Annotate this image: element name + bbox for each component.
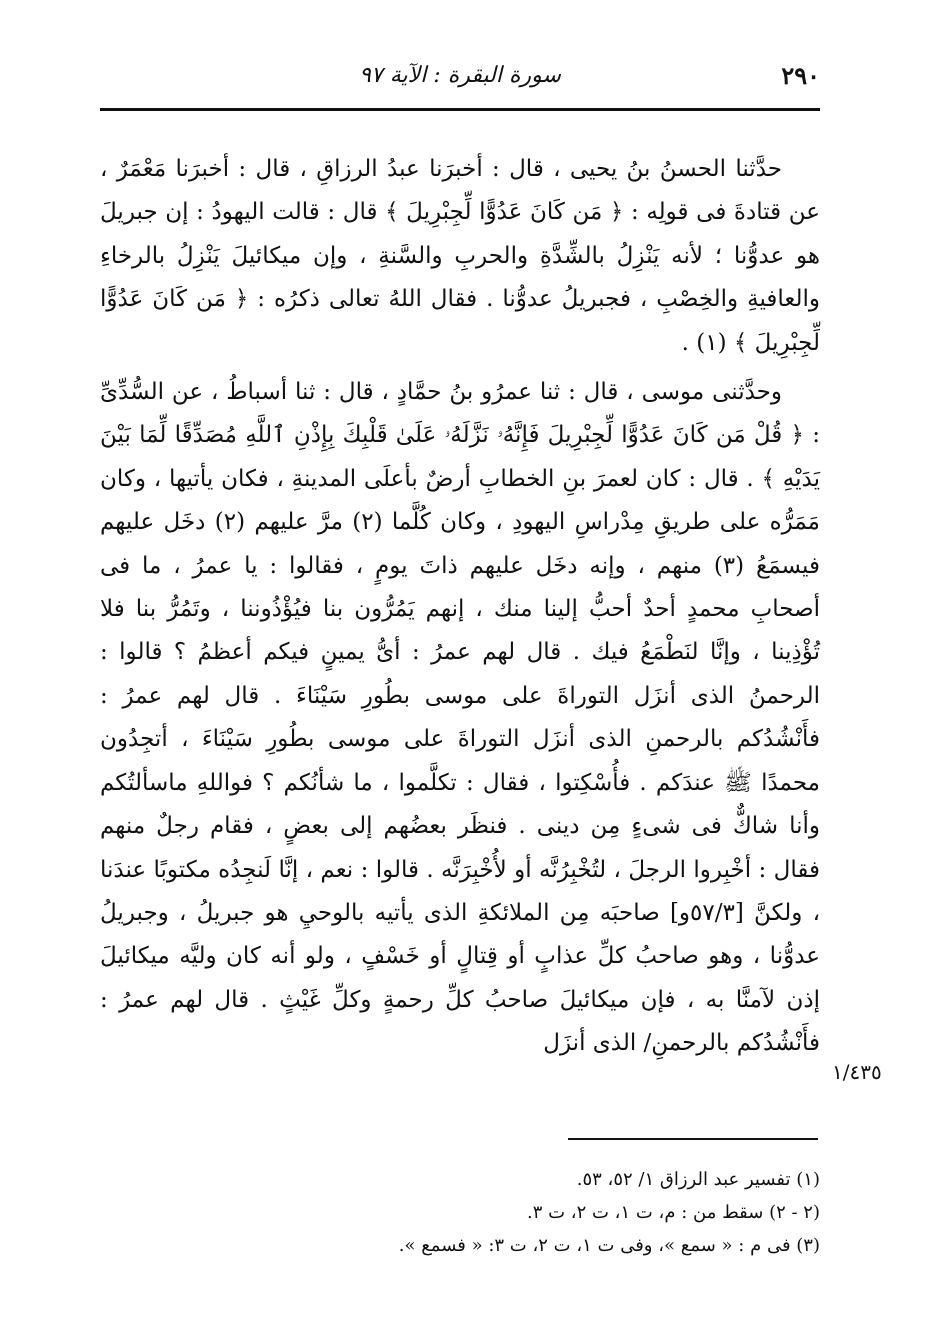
page-number: ٢٩٠ (781, 61, 820, 90)
main-text (100, 148, 820, 1066)
paragraph: وحدَّثنى موسى ، قال : ثنا عمرُو بنُ حمَّادٍ ، قال : ثنا أسباطُ ، عن السُّدِّىِّ : ﴿ قُلْ مَن كَانَ عَدُوًّا لِّجِبْرِيلَ فَإِنَّهُۥ نَزَّلَهُۥ عَلَىٰ قَلْبِكَ بِإِذْنِ ٱللَّهِ مُصَدِّقًا لِّمَا بَيْنَ يَدَيْهِ ﴾ . قال : كان لعمرَ بنِ الخطابِ أرضٌ بأعلَى المدينةِ ، فكان يأتيها ، وكان مَمَرُّه على طريقِ مِدْراسِ اليهودِ ، وكان كُلَّما (٢) مرَّ عليهم (٢) دخَل عليهم فيسمَعُ (٣) منهم ، وإنه دخَل عليهم ذاتَ يومٍ ، فقالوا : يا عمرُ ، ما فى أصحابِ محمدٍ أحدٌ أحبُّ إلينا منك ، إنهم يَمُرُّون بنا فيُؤْذُوننا ، وتَمُرُّ بنا فلا تُؤْذِينا ، وإنَّا لنَطْمَعُ فيك . قال لهم عمرُ : أىُّ يمينٍ فيكم أعظمُ ؟ قالوا : الرحمنُ الذى أنزَل التوراةَ على موسى بطُورِ سَيْنَاءَ . قال لهم عمرُ : فأَنْشُدُكم بالرحمنِ الذى أنزَل التوراةَ على موسى بطُورِ سَيْنَاءَ ، أتجِدُون محمدًا ﷺ عندَكم . فأُسْكِتوا ، فقال : تكلَّموا ، ما شأنُكم ؟ فواللهِ ماسألتُكم وأنا شاكٌّ فى شىءٍ مِن دينى . فنظَر بعضُهم إلى بعضٍ ، فقام رجلٌ منهم فقال : أخْبِروا الرجلَ ، لتُخْبِرُنَّه أو لأُخْبِرَنَّه . قالوا : نعم ، إنَّا لَنجِدُه مكتوبًا عندَنا ، ولكنَّ [٥٧/٣و] صاحبَه مِن الملائكةِ الذى يأتيه بالوحيِ هو جبريلُ ، وجبريلُ عدوُّنا ، وهو صاحبُ كلِّ عذابٍ أو قِتالٍ أو خَسْفٍ ، ولو أنه كان وليَّه ميكائيلَ إذن لآمنَّا به ، فإن ميكائيلَ صاحبُ كلِّ رحمةٍ وكلِّ غَيْثٍ . قال لهم عمرُ : فأَنْشُدُكم بالرحمنِ/ الذى أنزَل (100, 379, 820, 1057)
running-title: سورة البقرة : الآية ٩٧ (359, 63, 561, 88)
footnote-rule (568, 1138, 818, 1140)
page-header (100, 55, 820, 105)
margin-reference: ١/٤٣٥ (832, 1060, 882, 1084)
footnote: (٢ - ٢) سقط من : م، ت ١، ت ٢، ت ٣. (527, 1202, 820, 1223)
footnote: (١) تفسير عبد الرزاق ١/ ٥٢، ٥٣. (576, 1169, 820, 1190)
footnote: (٣) فى م : « سمع »، وفى ت ١، ت ٢، ت ٣: « فسمع ». (398, 1235, 820, 1256)
footnotes (100, 1163, 820, 1262)
paragraph: حدَّثنا الحسنُ بنُ يحيى ، قال : أخبرَنا عبدُ الرزاقِ ، قال : أخبرَنا مَعْمَرٌ ، عن قتادةَ فى قولِه : ﴿ مَن كَانَ عَدُوًّا لِّجِبْرِيلَ ﴾ قال : قالت اليهودُ : إن جبريلَ هو عدوُّنا ؛ لأنه يَنْزِلُ بالشِّدَّةِ والحربِ والسَّنةِ ، وإن ميكائيلَ يَنْزِلُ بالرخاءِ والعافيةِ والخِصْبِ ، فجبريلُ عدوُّنا . فقال اللهُ تعالى ذكرُه : ﴿ مَن كَانَ عَدُوًّا لِّجِبْرِيلَ ﴾ (١) . (100, 156, 820, 356)
header-rule (100, 108, 820, 111)
